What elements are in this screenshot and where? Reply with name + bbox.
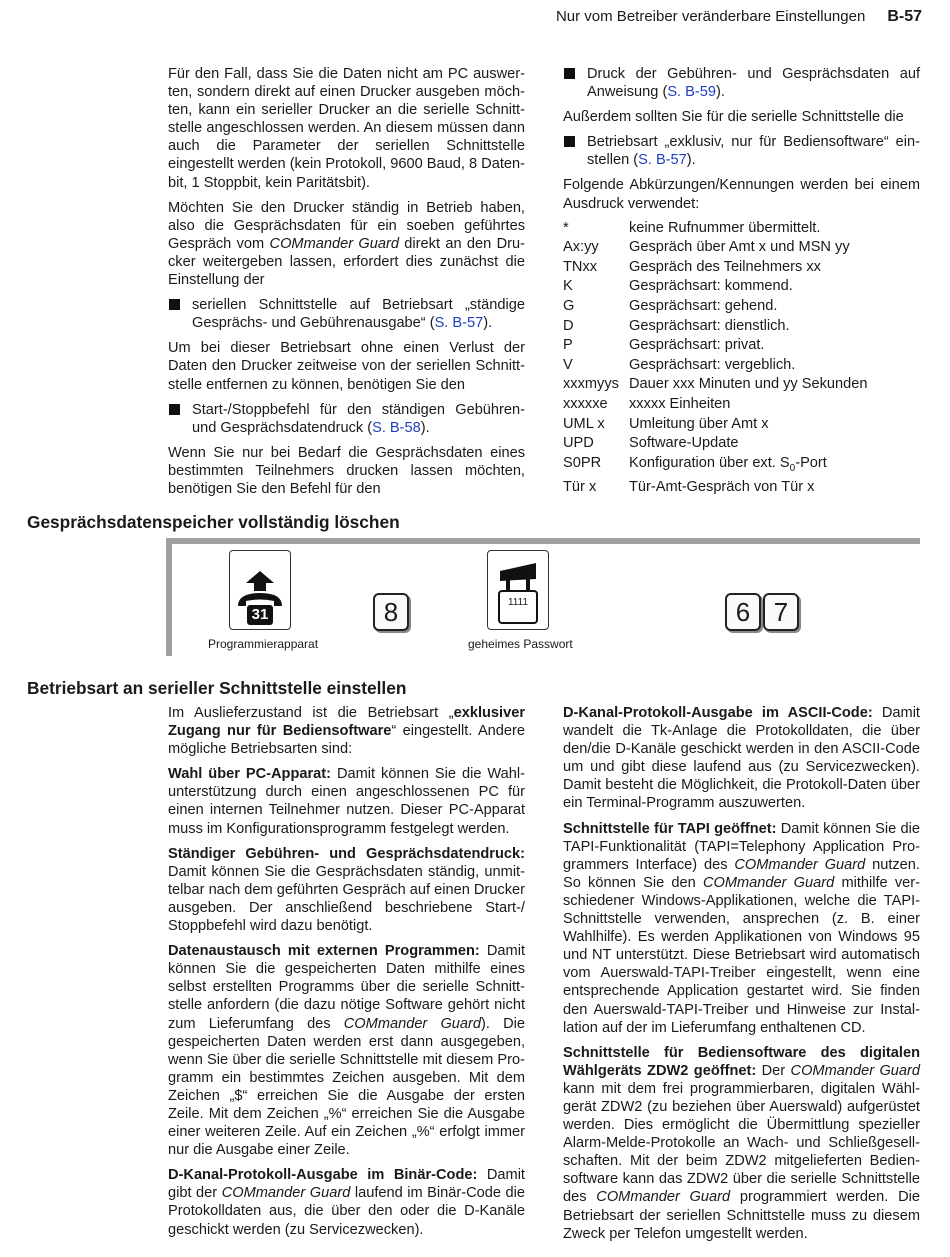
brand-name: COMmander Guard — [702, 874, 835, 891]
paragraph: Möchten Sie den Drucker ständig in Betrieb haben, also die Gesprächsdaten für ein soeben geführtes Gespräch vom COMmander Guard direkt an den Drucker weitergeben lassen, erfordert dies zunächst die Einstellung der — [168, 199, 525, 289]
brand-name: COMmander Guard — [596, 1189, 731, 1206]
bullet-square-icon — [169, 404, 180, 415]
caption-programming-phone: Programmierapparat — [208, 637, 319, 651]
table-row: Tür x Tür-Amt-Gespräch von Tür x — [563, 478, 815, 495]
brand-name: COMmander Guard — [734, 856, 866, 873]
top-left-column — [168, 65, 525, 505]
programming-phone-device — [229, 550, 291, 630]
brand-name: COMmander Guard — [343, 1015, 482, 1032]
paragraph: Schnittstelle für Bediensoftware des digitalen Wählgeräts ZDW2 geöffnet: Der COMmander Guard kann mit dem frei programmierbaren, digitalen Wählgerät ZDW2 (zu beziehen über Auerswald) aufgerüstet werden. Dies ermöglicht die Übermittlung spezieller Alarm-Melde-Protokolle an Wach- und Schließgesellschaften. Mit der beim ZDW2 mitgelieferten Bediensoftware kann das ZDW2 über die serielle Schnittstelle des COMmander Guard programmiert werden. Die Betriebsart der seriellen Schnittstelle muss zu diesem Zweck per Telefon umgestellt werden. — [563, 1044, 921, 1242]
page-link[interactable]: S. B-59 — [667, 84, 716, 101]
bullet-square-icon — [564, 68, 575, 79]
paragraph: Außerdem sollten Sie für die serielle Schnittstelle die — [563, 109, 904, 126]
bottom-right-column — [563, 704, 920, 1250]
page-link[interactable]: S. B-57 — [638, 152, 687, 169]
bullet-square-icon — [169, 299, 180, 310]
section-heading: Gesprächsdatenspeicher vollständig löschen — [27, 512, 400, 532]
paragraph: Datenaustausch mit externen Programmen: Damit können Sie die gespeicherten Daten mithilfe eines selbst erstellten Programms über die serielle Schnittstelle anfordern (die dazu nötige Software gehört nicht zum Lieferumfang des COMmander Guard). Die gespeicherten Daten werden erst dann ausgegeben, wenn Sie über die serielle Schnittstelle mit diesem Programm ein bestimmtes Zeichen ausgeben. Mit dem Zeichen „$“ erreichen Sie die Ausgabe der ersten Zeile. Mit dem Zeichen „%“ erreichen Sie die Ausgabe einer weiteren Zeile. Auf ein Zeichen „%“ erfolgt immer nur die Ausgabe einer Zeile. — [168, 943, 525, 1159]
table-row: Ax:yy Gespräch über Amt x und MSN yy — [563, 239, 850, 256]
bullet-item: Start-/Stoppbefehl für den ständigen Gebühren- und Gesprächsdatendruck (S. B-58). — [168, 401, 525, 437]
paragraph: Im Auslieferzustand ist die Betriebsart „exklusiver Zugang nur für Bediensoftware“ eingestellt. Andere mögliche Betriebsarten sind: — [168, 705, 526, 758]
table-row: UPD Software-Update — [563, 435, 739, 452]
table-row: UML x Umleitung über Amt x — [563, 415, 769, 432]
table-row: * keine Rufnummer übermittelt. — [563, 219, 821, 236]
caption-secret-password: geheimes Passwort — [468, 637, 573, 651]
paragraph: D-Kanal-Protokoll-Ausgabe im Binär-Code: Damit gibt der COMmander Guard laufend im Binär-Code die Protokolldaten aus, die über den oder die D-Kanäle geschickt werden (zu Servicezwecken). — [168, 1167, 525, 1238]
phone-number-label: 31 — [251, 606, 269, 623]
table-row: D Gesprächsart: dienstlich. — [563, 317, 790, 334]
bullet-square-icon — [564, 136, 575, 147]
key-7[interactable]: 7 — [763, 593, 799, 631]
key-8[interactable]: 8 — [373, 593, 409, 631]
table-row: G Gesprächsart: gehend. — [563, 298, 778, 315]
table-row: P Gesprächsart: privat. — [563, 337, 765, 354]
paragraph: Wenn Sie nur bei Bedarf die Gesprächsdaten eines bestimmten Teilnehmers drucken lassen möchten, benötigen Sie den Befehl für den — [168, 444, 525, 497]
top-right-column — [563, 65, 920, 497]
brand-name: COMmander Guard — [269, 235, 399, 252]
paragraph: D-Kanal-Protokoll-Ausgabe im ASCII-Code: Damit wandelt die Tk-Anlage die Protokolldaten, die über den/die D-Kanäle geschickt werden in den ASCII-Code um und gibt diese laufend aus (zu Servicezwecken). Damit besteht die Möglichkeit, die Protokoll-Daten über ein Terminal-Programm auszuwerten. — [563, 705, 920, 812]
table-row: V Gesprächsart: vergeblich. — [563, 356, 796, 373]
padlock-icon — [488, 551, 548, 629]
header-title: Nur vom Betreiber veränderbare Einstellungen — [555, 8, 866, 25]
key-6[interactable]: 6 — [725, 593, 761, 631]
page-header — [556, 8, 922, 26]
table-row: K Gesprächsart: kommend. — [563, 278, 793, 295]
page-number: B-57 — [887, 8, 922, 25]
paragraph: Ständiger Gebühren- und Gesprächsdatendruck: Damit können Sie die Gesprächsdaten ständig, unmittelbar nach dem geführten Gespräch auf einen Drucker ausgeben. Der anschließend beschriebene Start-/ Stoppbefehl wird dazu benötigt. — [168, 845, 525, 935]
table-row: S0PR Konfiguration über ext. $S_0$-Port — [563, 454, 827, 474]
table-row: xxxxxe xxxxx Einheiten — [563, 396, 731, 412]
bullet-item: Druck der Gebühren- und Gesprächsdaten auf Anweisung (S. B-59). — [563, 65, 920, 101]
paragraph: Folgende Abkürzungen/Kennungen werden bei einem Ausdruck verwendet: — [563, 177, 920, 212]
password-lock-device — [487, 550, 549, 630]
bullet-item: Betriebsart „exklusiv, nur für Bediensoftware“ einstellen (S. B-57). — [563, 133, 920, 169]
abbreviation-table — [563, 219, 868, 498]
bullet-item: seriellen Schnittstelle auf Betriebsart „ständige Gesprächs- und Gebührenausgabe“ (S. B-57). — [168, 296, 525, 332]
brand-name: COMmander Guard — [790, 1062, 921, 1079]
bottom-left-column — [168, 704, 525, 1246]
brand-name: COMmander Guard — [221, 1185, 351, 1202]
paragraph: Schnittstelle für TAPI geöffnet: Damit können Sie die TAPI-Funktionalität (TAPI=Telephony Application Programmers Interface) des COMmander Guard nutzen. So können Sie den COMmander Guard mithilfe verschiedener Windows-Applikationen, welche die TAPI-Schnittstelle verwenden, ansprechen (z. B. einer Wahlhilfe). Es werden Applikationen von Windows 95 und NT unterstützt. Diese Betriebsart wird automatisch vom Auerswald-TAPI-Treiber eingestellt, wenn eine entsprechende Application gestartet wird. Sie finden den Auerswald-TAPI-Treiber und Hinweise zur Installation auf der im Lieferumfang enthaltenen CD. — [563, 820, 921, 1036]
paragraph: Für den Fall, dass Sie die Daten nicht am PC auswerten, sondern direkt auf einen Drucker ausgeben möchten, kann ein serieller Drucker an die serielle Schnittstelle angeschlossen werden. An diesem müssen dann auch die Parameter der seriellen Schnittstelle eingestellt werden (kein Protokoll, 9600 Baud, 8 Datenbit, 1 Stoppbit, kein Paritätsbit). — [168, 66, 525, 191]
password-code: 1111 — [507, 597, 529, 608]
table-row: TNxx Gespräch des Teilnehmers xx — [563, 258, 821, 275]
page-link[interactable]: S. B-57 — [434, 315, 484, 332]
page-link[interactable]: S. B-58 — [372, 419, 421, 436]
table-row: xxxmyys Dauer xxx Minuten und yy Sekunden — [563, 376, 868, 393]
section-heading: Betriebsart an serieller Schnittstelle einstellen — [27, 678, 407, 698]
paragraph: Wahl über PC-Apparat: Damit können Sie die Wahlunterstützung durch einen angeschlossenen PC für einen internen Teilnehmer nutzen. Dieser PC-Apparat muss im Konfigurationsprogramm festgelegt werden. — [168, 766, 525, 837]
paragraph: Um bei dieser Betriebsart ohne einen Verlust der Daten den Drucker zeitweise von der seriellen Schnittstelle entfernen zu können, benötigen Sie den — [168, 340, 525, 393]
